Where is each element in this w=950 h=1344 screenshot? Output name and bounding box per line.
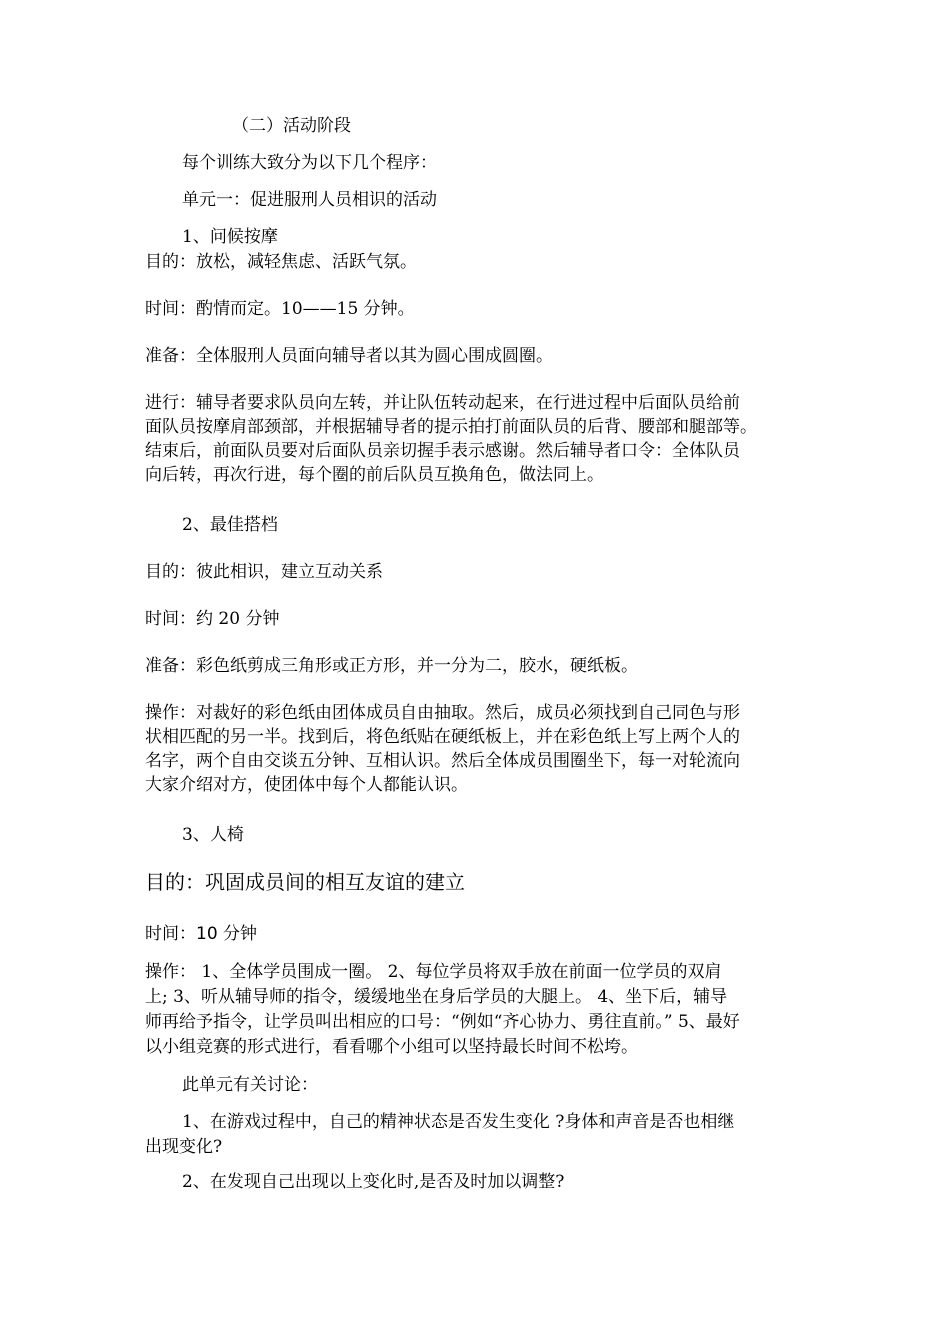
activity1-process-line: 面队员按摩肩部颈部，并根据辅导者的提示拍打前面队员的后背、腰部和腿部等。 <box>145 417 757 437</box>
activity1-purpose: 目的：放松，减轻焦虑、活跃气氛。 <box>145 252 417 272</box>
activity2-operation-line: 名字，两个自由交谈五分钟、互相认识。然后全体成员围圈坐下，每一对轮流向 <box>145 751 740 771</box>
activity1-process-line: 向后转，再次行进，每个圈的前后队员互换角色，做法同上。 <box>145 465 604 485</box>
activity3-title: 3、人椅 <box>182 825 244 845</box>
activity3-operation-line: 上; 3、听从辅导师的指令，缓缓地坐在身后学员的大腿上。 4、坐下后，辅导 <box>145 987 728 1007</box>
activity2-purpose: 目的：彼此相识，建立互动关系 <box>145 562 383 582</box>
discussion-question-1-cont: 出现变化? <box>145 1137 223 1157</box>
activity3-operation-line: 师再给予指令，让学员叫出相应的口号：“例如“齐心协力、勇往直前。” 5、最好 <box>145 1012 740 1032</box>
section-heading: （二）活动阶段 <box>232 116 351 136</box>
unit-title: 单元一：促进服刑人员相识的活动 <box>182 190 437 210</box>
discussion-title: 此单元有关讨论： <box>182 1075 318 1095</box>
activity1-prep: 准备：全体服刑人员面向辅导者以其为圆心围成圆圈。 <box>145 346 553 366</box>
activity2-time: 时间：约 20 分钟 <box>145 609 280 629</box>
activity2-operation-line: 操作：对裁好的彩色纸由团体成员自由抽取。然后，成员必须找到自己同色与形 <box>145 703 740 723</box>
activity3-time: 时间：10 分钟 <box>145 924 258 944</box>
intro-text: 每个训练大致分为以下几个程序： <box>182 153 437 173</box>
activity3-operation-line: 操作： 1、全体学员围成一圈。 2、每位学员将双手放在前面一位学员的双肩 <box>145 962 722 982</box>
activity1-process-line: 结束后，前面队员要对后面队员亲切握手表示感谢。然后辅导者口令：全体队员 <box>145 441 740 461</box>
activity3-operation-line: 以小组竞赛的形式进行，看看哪个小组可以坚持最长时间不松垮。 <box>145 1037 638 1057</box>
discussion-question-1: 1、在游戏过程中，自己的精神状态是否发生变化 ?身体和声音是否也相继 <box>182 1112 735 1132</box>
activity1-time: 时间：酌情而定。10——15 分钟。 <box>145 299 415 319</box>
activity1-process-line: 进行：辅导者要求队员向左转，并让队伍转动起来，在行进过程中后面队员给前 <box>145 393 740 413</box>
activity2-operation-line: 状相匹配的另一半。找到后，将色纸贴在硬纸板上，并在彩色纸上写上两个人的 <box>145 727 740 747</box>
activity3-purpose: 目的：巩固成员间的相互友谊的建立 <box>145 870 465 894</box>
discussion-question-2: 2、在发现自己出现以上变化时,是否及时加以调整? <box>182 1172 565 1192</box>
activity2-title: 2、最佳搭档 <box>182 515 278 535</box>
activity2-prep: 准备：彩色纸剪成三角形或正方形，并一分为二，胶水，硬纸板。 <box>145 656 638 676</box>
activity1-title: 1、问候按摩 <box>182 227 278 247</box>
activity2-operation-line: 大家介绍对方，使团体中每个人都能认识。 <box>145 775 468 795</box>
